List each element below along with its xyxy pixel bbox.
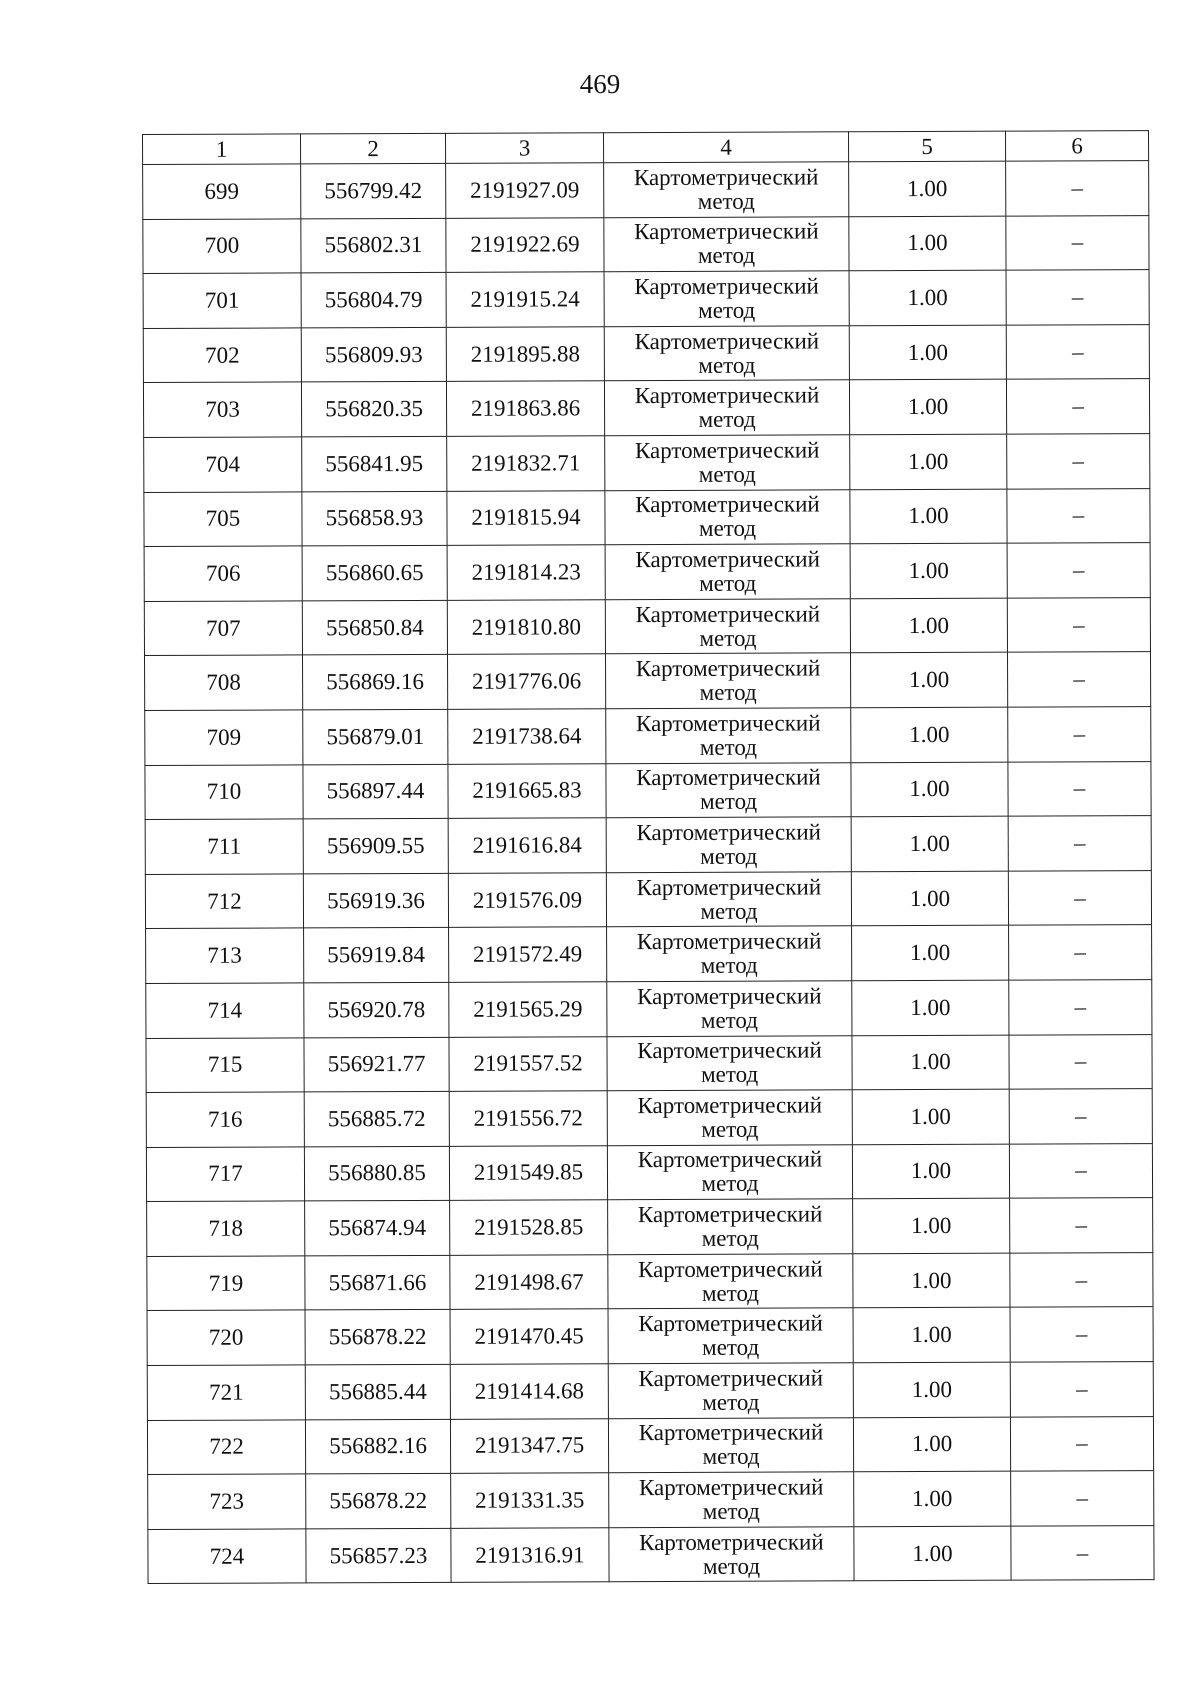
method-cell: [608, 1417, 853, 1473]
method-line-2: метод: [698, 406, 756, 433]
method-cell: [607, 1090, 852, 1146]
table-row: [148, 1471, 1154, 1529]
table-row: [143, 324, 1149, 382]
coordinate-y: 2191470.45: [450, 1309, 608, 1364]
coordinate-x: 556921.77: [304, 1037, 449, 1092]
coordinate-x: 556820.35: [301, 382, 446, 437]
coordinate-x: 556871.66: [305, 1255, 450, 1310]
accuracy-value: 1.00: [850, 434, 1007, 489]
coordinate-y: 2191565.29: [449, 982, 607, 1037]
table-row: [145, 707, 1151, 765]
coordinate-y: 2191331.35: [451, 1473, 609, 1528]
method-cell: [605, 599, 850, 655]
method-cell: [604, 162, 849, 218]
header-col-1: 1: [143, 134, 301, 165]
table-row: [143, 379, 1149, 437]
accuracy-value: 1.00: [854, 1471, 1011, 1526]
coordinate-x: 556882.16: [305, 1419, 450, 1474]
note-value: –: [1006, 161, 1149, 216]
coordinate-y: 2191498.67: [450, 1255, 608, 1310]
note-value: –: [1011, 1471, 1154, 1526]
method-cell: [606, 708, 851, 764]
point-number: 704: [144, 437, 302, 492]
coordinate-y: 2191616.84: [448, 818, 606, 873]
method-cell: [607, 926, 852, 982]
header-col-6: 6: [1005, 131, 1148, 162]
method-line-1: Картометрический: [635, 491, 820, 518]
method-line-1: Картометрический: [634, 273, 819, 300]
method-line-2: метод: [700, 843, 758, 869]
method-line-1: Картометрический: [637, 1146, 823, 1173]
coordinate-y: 2191922.69: [446, 217, 604, 272]
point-number: 718: [147, 1201, 305, 1256]
coordinate-x: 556919.36: [303, 873, 448, 928]
coordinate-x: 556858.93: [302, 491, 447, 546]
table-row: [143, 215, 1149, 273]
table-row: [146, 1034, 1152, 1092]
point-number: 722: [147, 1420, 305, 1475]
table-row: [146, 980, 1152, 1038]
accuracy-value: 1.00: [853, 1362, 1010, 1417]
coordinate-x: 556880.85: [304, 1146, 449, 1201]
point-number: 708: [145, 655, 303, 710]
coordinate-x: 556919.84: [304, 928, 449, 983]
method-line-2: метод: [698, 461, 756, 487]
method-line-1: Картометрический: [633, 164, 819, 190]
note-value: –: [1007, 434, 1150, 489]
method-line-2: метод: [699, 734, 757, 760]
method-line-2: метод: [701, 1280, 760, 1306]
method-cell: [606, 653, 851, 709]
coordinate-y: 2191572.49: [449, 927, 607, 982]
table-row: [147, 1307, 1153, 1365]
note-value: –: [1006, 379, 1149, 434]
coordinate-y: 2191915.24: [446, 272, 604, 327]
coordinate-x: 556804.79: [301, 273, 446, 328]
coordinate-x: 556879.01: [303, 709, 448, 764]
coordinate-x: 556909.55: [303, 818, 448, 873]
table-row: [146, 1143, 1152, 1201]
header-col-3: 3: [445, 133, 603, 164]
table-row: [147, 1253, 1153, 1311]
table-row: [145, 761, 1151, 819]
point-number: 720: [147, 1310, 305, 1365]
table-row: [144, 543, 1150, 601]
method-line-1: Картометрический: [637, 1201, 823, 1228]
coordinate-x: 556869.16: [303, 655, 448, 710]
coordinate-x: 556802.31: [301, 218, 446, 273]
coordinate-y: 2191895.88: [446, 327, 604, 382]
method-line-2: метод: [702, 1444, 760, 1470]
point-number: 699: [143, 164, 301, 219]
point-number: 703: [143, 382, 301, 437]
note-value: –: [1007, 543, 1150, 598]
method-cell: [606, 762, 851, 818]
table-row: [148, 1525, 1154, 1583]
coordinate-y: 2191776.06: [448, 654, 606, 709]
table-row: [143, 161, 1149, 219]
note-value: –: [1010, 1307, 1153, 1362]
note-value: –: [1009, 980, 1152, 1035]
point-number: 721: [147, 1365, 305, 1420]
method-line-2: метод: [700, 952, 758, 978]
method-line-2: метод: [699, 570, 757, 596]
coordinate-y: 2191815.94: [447, 490, 605, 545]
method-line-1: Картометрический: [637, 1037, 822, 1064]
accuracy-value: 1.00: [853, 1253, 1010, 1308]
coordinate-x: 556860.65: [302, 545, 447, 600]
accuracy-value: 1.00: [851, 762, 1008, 817]
note-value: –: [1010, 1198, 1153, 1253]
method-cell: [607, 981, 852, 1037]
note-value: –: [1007, 652, 1150, 707]
accuracy-value: 1.00: [850, 489, 1007, 544]
accuracy-value: 1.00: [851, 707, 1008, 762]
coordinate-x: 556897.44: [303, 764, 448, 819]
method-line-1: Картометрический: [639, 1529, 824, 1555]
note-value: –: [1007, 597, 1150, 652]
method-line-1: Картометрический: [638, 1256, 823, 1282]
table-row: [144, 597, 1150, 655]
coordinate-x: 556878.22: [306, 1474, 451, 1529]
note-value: –: [1009, 1034, 1152, 1089]
method-line-2: метод: [702, 1553, 761, 1579]
point-number: 719: [147, 1256, 305, 1311]
method-line-2: метод: [697, 243, 756, 269]
accuracy-value: 1.00: [850, 598, 1007, 653]
method-line-1: Картометрический: [634, 437, 820, 463]
note-value: –: [1010, 1253, 1153, 1308]
method-cell: [605, 489, 850, 545]
method-line-2: метод: [699, 625, 757, 651]
method-line-2: метод: [698, 516, 757, 542]
method-line-1: Картометрический: [635, 710, 821, 736]
coordinate-x: 556874.94: [305, 1201, 450, 1256]
coordinate-y: 2191414.68: [450, 1364, 608, 1419]
note-value: –: [1011, 1525, 1154, 1580]
method-line-2: метод: [698, 352, 756, 378]
point-number: 707: [144, 601, 302, 656]
method-line-2: метод: [699, 788, 758, 815]
point-number: 711: [145, 819, 303, 874]
note-value: –: [1010, 1416, 1153, 1471]
coordinates-table: [142, 130, 1155, 1584]
method-line-1: Картометрический: [634, 218, 819, 245]
note-value: –: [1008, 816, 1151, 871]
table-body: [143, 161, 1154, 1584]
coordinate-y: 2191556.72: [449, 1091, 607, 1146]
method-cell: [605, 435, 850, 491]
note-value: –: [1008, 870, 1151, 925]
accuracy-value: 1.00: [852, 1035, 1009, 1090]
point-number: 710: [145, 764, 303, 819]
note-value: –: [1007, 488, 1150, 543]
coordinate-x: 556857.23: [306, 1528, 451, 1583]
method-line-1: Картометрический: [635, 546, 820, 573]
method-cell: [604, 380, 849, 436]
method-cell: [607, 1035, 852, 1091]
point-number: 724: [148, 1529, 306, 1584]
method-line-1: Картометрический: [636, 928, 822, 955]
point-number: 714: [146, 983, 304, 1038]
method-line-2: метод: [700, 898, 758, 924]
coordinate-y: 2191810.80: [447, 599, 605, 654]
coordinate-x: 556920.78: [304, 982, 449, 1037]
method-cell: [609, 1472, 854, 1528]
method-cell: [605, 544, 850, 600]
accuracy-value: 1.00: [849, 325, 1006, 380]
coordinate-x: 556885.72: [304, 1091, 449, 1146]
method-line-2: метод: [701, 1061, 759, 1088]
coordinate-y: 2191738.64: [448, 709, 606, 764]
coordinate-y: 2191927.09: [446, 163, 604, 218]
method-line-2: метод: [701, 1171, 759, 1197]
coordinate-y: 2191665.83: [448, 763, 606, 818]
table-row: [143, 270, 1149, 328]
point-number: 701: [143, 273, 301, 328]
method-cell: [608, 1308, 853, 1364]
table-row: [145, 870, 1151, 928]
accuracy-value: 1.00: [849, 216, 1006, 271]
note-value: –: [1009, 1089, 1152, 1144]
coordinate-y: 2191549.85: [449, 1145, 607, 1200]
note-value: –: [1009, 925, 1152, 980]
table-row: [147, 1362, 1153, 1420]
point-number: 723: [148, 1474, 306, 1529]
method-line-2: метод: [699, 679, 757, 706]
coordinate-y: 2191814.23: [447, 545, 605, 600]
point-number: 715: [146, 1037, 304, 1092]
method-cell: [608, 1363, 853, 1419]
method-cell: [604, 326, 849, 382]
method-line-2: метод: [698, 297, 756, 323]
table-row: [144, 434, 1150, 492]
method-line-1: Картометрический: [634, 382, 820, 409]
method-line-1: Картометрический: [637, 983, 822, 1009]
method-cell: [604, 216, 849, 272]
method-line-1: Картометрический: [638, 1310, 823, 1337]
accuracy-value: 1.00: [851, 816, 1008, 871]
point-number: 709: [145, 710, 303, 765]
table-header: [143, 131, 1149, 165]
coordinate-x: 556809.93: [301, 327, 446, 382]
coordinate-y: 2191316.91: [451, 1528, 609, 1583]
header-col-2: 2: [301, 133, 446, 164]
coordinate-x: 556799.42: [301, 163, 446, 218]
table-row: [147, 1416, 1153, 1474]
point-number: 717: [146, 1147, 304, 1202]
method-line-1: Картометрический: [637, 1092, 823, 1118]
method-line-2: метод: [702, 1498, 760, 1524]
method-line-1: Картометрический: [635, 600, 821, 627]
note-value: –: [1010, 1362, 1153, 1417]
note-value: –: [1006, 215, 1149, 270]
table-row: [144, 488, 1150, 546]
method-cell: [609, 1527, 854, 1583]
coordinate-x: 556878.22: [305, 1310, 450, 1365]
accuracy-value: 1.00: [854, 1526, 1011, 1581]
accuracy-value: 1.00: [853, 1417, 1010, 1472]
method-line-2: метод: [701, 1225, 759, 1251]
accuracy-value: 1.00: [852, 925, 1009, 980]
accuracy-value: 1.00: [851, 871, 1008, 926]
note-value: –: [1009, 1143, 1152, 1198]
method-line-2: метод: [702, 1334, 760, 1361]
method-cell: [607, 1144, 852, 1200]
table-row: [147, 1198, 1153, 1256]
point-number: 702: [143, 328, 301, 383]
table-row: [145, 652, 1151, 710]
table-row: [146, 925, 1152, 983]
method-cell: [606, 817, 851, 873]
accuracy-value: 1.00: [849, 380, 1006, 435]
method-line-2: метод: [700, 1007, 758, 1033]
method-line-1: Картометрический: [638, 1365, 824, 1391]
coordinate-y: 2191557.52: [449, 1036, 607, 1091]
page-number: 469: [579, 69, 621, 99]
accuracy-value: 1.00: [853, 1198, 1010, 1253]
method-line-1: Картометрический: [636, 819, 821, 846]
note-value: –: [1006, 324, 1149, 379]
method-cell: [608, 1199, 853, 1255]
accuracy-value: 1.00: [852, 980, 1009, 1035]
method-line-2: метод: [702, 1389, 760, 1415]
point-number: 705: [144, 491, 302, 546]
accuracy-value: 1.00: [850, 653, 1007, 708]
method-cell: [604, 271, 849, 327]
note-value: –: [1008, 707, 1151, 762]
coordinate-x: 556841.95: [302, 436, 447, 491]
note-value: –: [1006, 270, 1149, 325]
header-col-4: 4: [603, 132, 848, 163]
method-line-1: Картометрический: [636, 873, 822, 900]
table-row: [145, 816, 1151, 874]
method-line-1: Картометрический: [636, 764, 821, 791]
accuracy-value: 1.00: [849, 270, 1006, 325]
table-row: [146, 1089, 1152, 1147]
method-cell: [606, 872, 851, 928]
accuracy-value: 1.00: [849, 161, 1006, 216]
method-line-1: Картометрический: [638, 1419, 824, 1446]
method-line-2: метод: [701, 1116, 759, 1142]
point-number: 700: [143, 218, 301, 273]
point-number: 712: [145, 874, 303, 929]
coordinate-y: 2191528.85: [450, 1200, 608, 1255]
coordinate-x: 556850.84: [302, 600, 447, 655]
header-row: [143, 131, 1149, 165]
method-line-2: метод: [697, 188, 755, 214]
method-line-1: Картометрический: [634, 327, 820, 354]
point-number: 716: [146, 1092, 304, 1147]
method-line-1: Картометрический: [638, 1474, 824, 1501]
coordinate-y: 2191347.75: [450, 1418, 608, 1473]
coordinate-x: 556885.44: [305, 1364, 450, 1419]
coordinate-y: 2191832.71: [447, 436, 605, 491]
point-number: 706: [144, 546, 302, 601]
coordinate-y: 2191863.86: [446, 381, 604, 436]
point-number: 713: [146, 928, 304, 983]
accuracy-value: 1.00: [852, 1089, 1009, 1144]
method-line-1: Картометрический: [635, 655, 821, 682]
header-col-5: 5: [848, 131, 1005, 162]
coordinate-y: 2191576.09: [448, 872, 606, 927]
accuracy-value: 1.00: [852, 1144, 1009, 1199]
accuracy-value: 1.00: [850, 543, 1007, 598]
note-value: –: [1008, 761, 1151, 816]
method-cell: [608, 1254, 853, 1310]
accuracy-value: 1.00: [853, 1308, 1010, 1363]
